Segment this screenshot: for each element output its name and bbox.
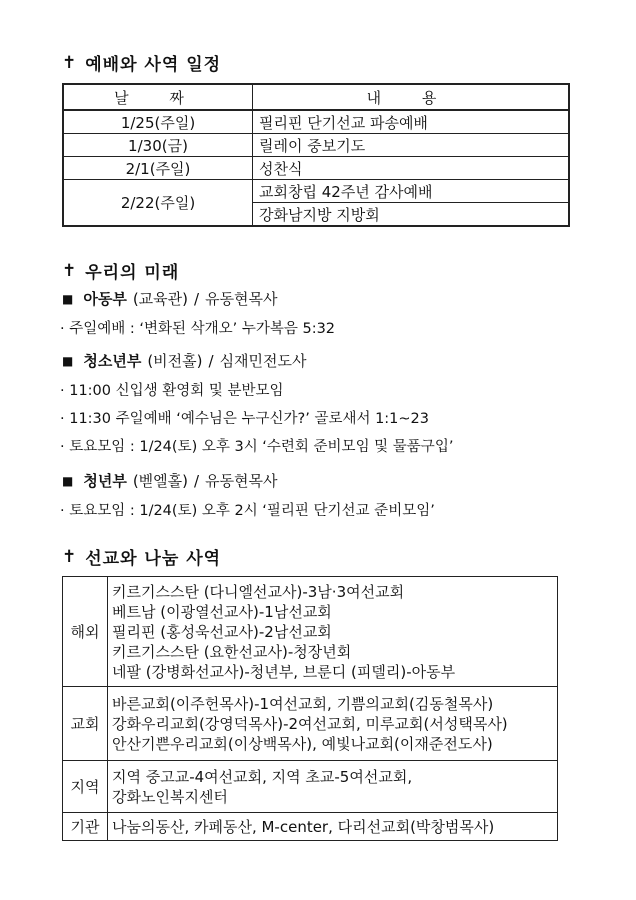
content-line: 강화우리교회(강영덕목사)-2여선교회, 미루교회(서성택목사) [112, 714, 508, 733]
row-content: 릴레이 중보기도 [253, 134, 570, 157]
content-line: 키르기스스탄 (다니엘선교사)-3남·3여선교회 [112, 582, 405, 601]
row-date: 1/25(주일) [63, 110, 253, 134]
table-row [63, 577, 558, 687]
row-content: 성찬식 [253, 157, 570, 180]
content-line: 지역 중고교-4여선교회, 지역 초교-5여선교회, [112, 767, 413, 786]
group-heading-youth [62, 350, 307, 371]
category-cell: 지역 [63, 761, 108, 813]
category-cell: 해외 [63, 577, 108, 687]
content-line: 안산기쁜우리교회(이상백목사), 예빛나교회(이재준전도사) [112, 734, 493, 753]
row-content: 필리핀 단기선교 파송예배 [253, 110, 570, 134]
category-cell: 기관 [63, 813, 108, 841]
cross-icon: ✝ [62, 52, 78, 73]
group-place: (벧엘홀) [132, 472, 189, 490]
content-line: 베트남 (이광열선교사)-1남선교회 [112, 602, 332, 621]
row-content: 강화남지방 지방회 [253, 203, 570, 227]
group-leader: 유동현목사 [205, 472, 278, 490]
list-item: · 주일예배 : ‘변화된 삭개오’ 누가복음 5:32 [60, 321, 336, 337]
square-bullet-icon: ■ [62, 473, 74, 488]
category-cell: 교회 [63, 687, 108, 761]
row-content: 교회창립 42주년 감사예배 [253, 180, 570, 203]
table-row [63, 110, 569, 134]
content-line: 나눔의동산, 카페동산, M-center, 다리선교회(박창범목사) [112, 817, 495, 836]
group-sep: / [194, 471, 200, 490]
content-line: 필리핀 (홍성욱선교사)-2남선교회 [112, 622, 332, 641]
group-sep: / [194, 289, 200, 308]
square-bullet-icon: ■ [62, 291, 74, 306]
cross-icon: ✝ [62, 546, 78, 567]
section-title-mission [62, 544, 221, 569]
square-bullet-icon: ■ [62, 353, 74, 368]
group-sep: / [208, 351, 214, 370]
content-line: 바른교회(이주헌목사)-1여선교회, 기쁨의교회(김동철목사) [112, 694, 494, 713]
group-heading-children [62, 288, 278, 309]
section-title-future [62, 258, 179, 283]
content-cell [108, 687, 558, 761]
group-place: (비전홀) [147, 352, 203, 370]
section-title-text: 선교와 나눔 사역 [85, 549, 222, 569]
list-item: · 토요모임 : 1/24(토) 오후 2시 ‘필리핀 단기선교 준비모임’ [60, 503, 435, 519]
content-cell [108, 577, 558, 687]
list-item: · 11:00 신입생 환영회 및 분반모임 [60, 383, 284, 399]
row-date: 2/22(주일) [63, 180, 253, 227]
list-item: · 11:30 주일예배 ‘예수님은 누구신가?’ 골로새서 1:1~23 [60, 411, 430, 427]
mission-table [62, 576, 558, 841]
group-name: 청년부 [83, 472, 127, 490]
group-name: 청소년부 [83, 352, 142, 370]
group-leader: 심재민전도사 [219, 352, 307, 370]
schedule-table [62, 83, 570, 227]
content-cell [108, 813, 558, 841]
table-row [63, 761, 558, 813]
header-content: 내 용 [253, 84, 570, 110]
content-line: 키르기스스탄 (요한선교사)-청장년회 [112, 642, 352, 661]
content-line: 네팔 (강병화선교사)-청년부, 브룬디 (피델리)-아동부 [112, 662, 456, 681]
table-row [63, 687, 558, 761]
table-row [63, 134, 569, 157]
content-cell [108, 761, 558, 813]
row-date: 1/30(금) [63, 134, 253, 157]
table-row [63, 157, 569, 180]
section-title-text: 우리의 미래 [85, 263, 180, 283]
section-title-schedule [62, 50, 221, 75]
table-row [63, 813, 558, 841]
group-place: (교육관) [132, 290, 189, 308]
table-row [63, 180, 569, 203]
table-header-row [63, 84, 569, 110]
section-title-text: 예배와 사역 일정 [85, 55, 222, 75]
row-date: 2/1(주일) [63, 157, 253, 180]
list-item: · 토요모임 : 1/24(토) 오후 3시 ‘수련회 준비모임 및 물품구입’ [60, 439, 454, 455]
header-date: 날 짜 [63, 84, 253, 110]
group-heading-young-adults [62, 470, 278, 491]
group-name: 아동부 [83, 290, 127, 308]
group-leader: 유동현목사 [205, 290, 278, 308]
content-line: 강화노인복지센터 [112, 787, 228, 806]
cross-icon: ✝ [62, 260, 78, 281]
